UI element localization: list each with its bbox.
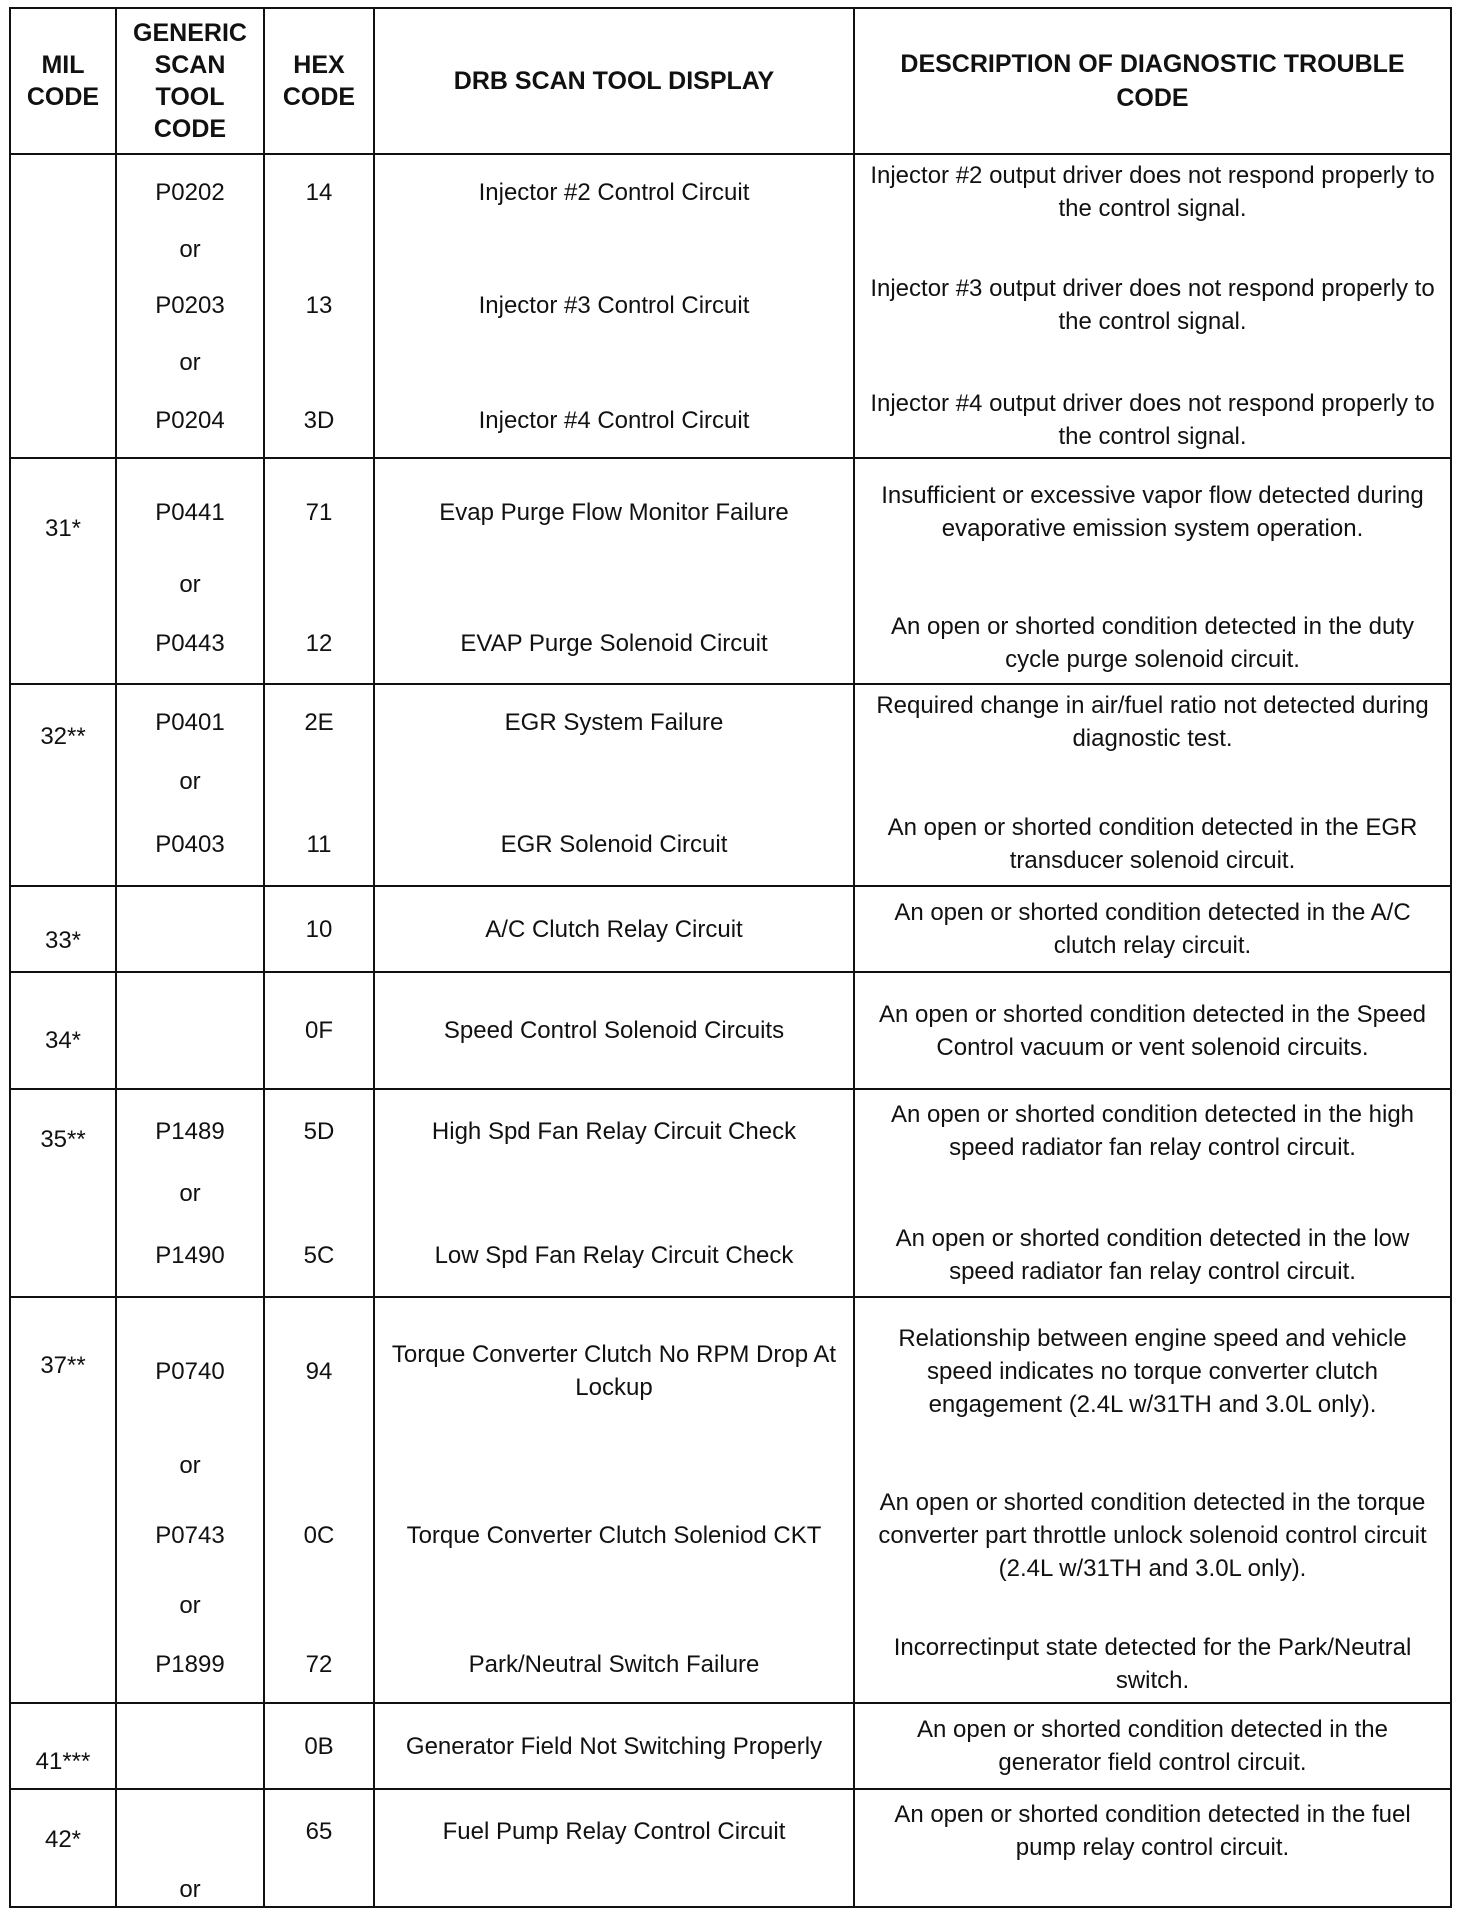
drb-display-text: EVAP Purge Solenoid Circuit xyxy=(460,629,768,657)
dtc-table xyxy=(9,7,1452,1908)
generic-code: P0204 xyxy=(155,406,225,434)
drb-display-text xyxy=(606,1444,622,1486)
drb-display-text: Speed Control Solenoid Circuits xyxy=(443,1017,785,1044)
description-text: An open or shorted condition detected in the duty cycle purge solenoid circuit. xyxy=(890,613,1415,673)
drb-display-text xyxy=(606,759,622,803)
mil-code-cell xyxy=(10,1789,116,1907)
generic-code-cell xyxy=(116,886,264,972)
description-cell xyxy=(854,1789,1451,1907)
description-text: Incorrectinput state detected for the Park/Neutral switch. xyxy=(893,1634,1412,1694)
mil-code-cell xyxy=(10,1089,116,1297)
hex-code: 65 xyxy=(305,1817,333,1845)
description-text: An open or shorted condition detected in the fuel pump relay control circuit. xyxy=(894,1801,1411,1861)
generic-code-cell xyxy=(116,154,264,458)
or-separator: or xyxy=(179,767,201,795)
mil-code xyxy=(11,155,115,173)
generic-code: P1899 xyxy=(155,1650,225,1678)
hex-code: 0B xyxy=(304,1732,334,1760)
cell-stack xyxy=(855,1704,1450,1788)
table-row xyxy=(10,972,1451,1089)
header-mil-code: MIL CODE xyxy=(10,8,116,154)
cell-stack xyxy=(855,887,1450,971)
description-text: Required change in air/fuel ratio not detected during diagnostic test. xyxy=(876,692,1429,752)
cell-stack xyxy=(375,887,853,971)
description-cell xyxy=(854,1297,1451,1703)
hex-code xyxy=(311,1584,327,1626)
cell-stack xyxy=(117,155,263,457)
mil-code: 34* xyxy=(44,1027,82,1054)
drb-display-text: Generator Field Not Switching Properly xyxy=(405,1732,823,1760)
description-text: An open or shorted condition detected in the high speed radiator fan relay control circuit. xyxy=(890,1101,1415,1161)
description-text xyxy=(1145,565,1161,603)
cell-stack xyxy=(265,155,373,457)
description-text: Injector #4 output driver does not respond properly to the control signal. xyxy=(870,390,1435,450)
cell-stack xyxy=(855,459,1450,683)
cell-stack xyxy=(265,887,373,971)
cell-stack xyxy=(375,973,853,1088)
description-cell xyxy=(854,154,1451,458)
cell-stack xyxy=(117,685,263,885)
mil-code: 31* xyxy=(44,515,82,542)
drb-display-cell xyxy=(374,458,854,684)
hex-code-cell xyxy=(264,684,374,886)
cell-stack xyxy=(375,1090,853,1296)
drb-display-text xyxy=(606,565,622,603)
description-cell xyxy=(854,684,1451,886)
description-text xyxy=(1145,1872,1161,1906)
description-text: Insufficient or excessive vapor flow detected during evaporative emission system operation. xyxy=(881,482,1424,542)
mil-code-cell xyxy=(10,1703,116,1789)
cell-stack xyxy=(117,973,263,1088)
or-separator: or xyxy=(179,348,201,376)
hex-code: 5C xyxy=(303,1241,335,1269)
drb-display-text: Injector #2 Control Circuit xyxy=(478,178,750,206)
drb-display-text: Fuel Pump Relay Control Circuit xyxy=(442,1817,786,1845)
drb-display-text: Park/Neutral Switch Failure xyxy=(468,1650,760,1678)
hex-code-cell xyxy=(264,972,374,1089)
generic-code: P1489 xyxy=(155,1117,225,1145)
cell-stack xyxy=(117,1704,263,1788)
generic-code-cell xyxy=(116,1703,264,1789)
or-separator: or xyxy=(179,1875,201,1903)
mil-code-cell xyxy=(10,458,116,684)
hex-code: 0C xyxy=(303,1521,335,1549)
generic-code-cell xyxy=(116,458,264,684)
generic-code-cell xyxy=(116,972,264,1089)
cell-stack xyxy=(117,1298,263,1702)
drb-display-cell xyxy=(374,1297,854,1703)
description-text: An open or shorted condition detected in the EGR transducer solenoid circuit. xyxy=(887,814,1418,874)
hex-code: 14 xyxy=(305,178,333,206)
table-row xyxy=(10,1089,1451,1297)
drb-display-cell xyxy=(374,972,854,1089)
hex-code-cell xyxy=(264,1297,374,1703)
drb-display-text: Torque Converter Clutch No RPM Drop At Lockup xyxy=(391,1341,837,1401)
table-row xyxy=(10,1297,1451,1703)
hex-code xyxy=(311,1444,327,1486)
description-text xyxy=(1145,341,1161,383)
drb-display-text: Injector #3 Control Circuit xyxy=(478,291,750,319)
cell-stack xyxy=(855,1298,1450,1702)
cell-stack xyxy=(375,1704,853,1788)
generic-code: P1490 xyxy=(155,1241,225,1269)
hex-code xyxy=(311,1872,327,1906)
description-cell xyxy=(854,972,1451,1089)
cell-stack xyxy=(265,1790,373,1906)
mil-code: 35** xyxy=(40,1126,86,1153)
generic-code xyxy=(182,973,198,1088)
table-row xyxy=(10,154,1451,458)
hex-code: 2E xyxy=(304,708,334,736)
table-row xyxy=(10,1789,1451,1907)
hex-code-cell xyxy=(264,458,374,684)
hex-code: 11 xyxy=(306,830,332,858)
cell-stack xyxy=(855,155,1450,457)
generic-code: P0743 xyxy=(155,1521,225,1549)
hex-code: 5D xyxy=(303,1117,335,1145)
header-drb-scan-tool-display: DRB SCAN TOOL DISPLAY xyxy=(374,8,854,154)
description-text xyxy=(1145,1172,1161,1214)
generic-code-cell xyxy=(116,1297,264,1703)
description-text: Injector #3 output driver does not respond properly to the control signal. xyxy=(870,275,1435,335)
cell-stack xyxy=(265,1298,373,1702)
hex-code-cell xyxy=(264,1789,374,1907)
mil-code: 37** xyxy=(40,1352,86,1379)
generic-code xyxy=(182,1704,198,1788)
drb-display-cell xyxy=(374,1703,854,1789)
mil-code: 32** xyxy=(40,723,86,750)
mil-code-cell xyxy=(10,684,116,886)
hex-code: 13 xyxy=(305,291,333,319)
hex-code xyxy=(311,565,327,603)
hex-code-cell xyxy=(264,154,374,458)
description-cell xyxy=(854,1703,1451,1789)
hex-code-cell xyxy=(264,886,374,972)
hex-code xyxy=(311,1172,327,1214)
description-text: Injector #2 output driver does not respond properly to the control signal. xyxy=(870,162,1435,222)
or-separator: or xyxy=(179,235,201,263)
description-text: An open or shorted condition detected in the generator field control circuit. xyxy=(917,1716,1388,1776)
drb-display-text: Evap Purge Flow Monitor Failure xyxy=(439,498,789,526)
description-text xyxy=(1145,1444,1161,1486)
description-text: An open or shorted condition detected in the torque converter part throttle unlock solenoid control circuit (2.4L w/31TH and 3.0L only). xyxy=(878,1488,1427,1582)
description-text: An open or shorted condition detected in the A/C clutch relay circuit. xyxy=(894,899,1411,959)
drb-display-text: Low Spd Fan Relay Circuit Check xyxy=(434,1241,794,1269)
hex-code: 72 xyxy=(305,1650,333,1678)
cell-stack xyxy=(375,1790,853,1906)
mil-code: 33* xyxy=(44,927,82,954)
drb-display-text xyxy=(606,1584,622,1626)
drb-display-text xyxy=(606,341,622,383)
header-hex-code: HEX CODE xyxy=(264,8,374,154)
cell-stack xyxy=(265,973,373,1088)
hex-code xyxy=(311,759,327,803)
cell-stack xyxy=(375,155,853,457)
drb-display-text: High Spd Fan Relay Circuit Check xyxy=(431,1117,797,1145)
generic-code: P0203 xyxy=(155,291,225,319)
drb-display-cell xyxy=(374,886,854,972)
cell-stack xyxy=(855,685,1450,885)
drb-display-text xyxy=(606,1872,622,1906)
or-separator: or xyxy=(179,1591,201,1619)
hex-code-cell xyxy=(264,1703,374,1789)
or-separator: or xyxy=(179,1179,201,1207)
drb-display-text: Injector #4 Control Circuit xyxy=(478,406,750,434)
drb-display-text: EGR Solenoid Circuit xyxy=(500,830,728,858)
mil-code: 42* xyxy=(44,1826,82,1853)
cell-stack xyxy=(855,1790,1450,1906)
cell-stack xyxy=(117,887,263,971)
drb-display-text xyxy=(606,229,622,269)
hex-code: 0F xyxy=(304,1017,333,1044)
cell-stack xyxy=(375,685,853,885)
hex-code: 3D xyxy=(303,406,335,434)
cell-stack xyxy=(265,1704,373,1788)
generic-code xyxy=(182,887,198,971)
drb-display-text: Torque Converter Clutch Soleniod CKT xyxy=(406,1521,822,1549)
description-text xyxy=(1145,759,1161,803)
header-row xyxy=(10,8,1451,154)
description-cell xyxy=(854,458,1451,684)
table-row xyxy=(10,1703,1451,1789)
mil-code-cell xyxy=(10,1297,116,1703)
generic-code-cell xyxy=(116,1789,264,1907)
table-row xyxy=(10,458,1451,684)
cell-stack xyxy=(855,1090,1450,1296)
hex-code: 12 xyxy=(305,629,333,657)
hex-code xyxy=(311,341,327,383)
description-text: Relationship between engine speed and vehicle speed indicates no torque converter clutch engagement (2.4L w/31TH and 3.0L only). xyxy=(898,1324,1407,1418)
cell-stack xyxy=(117,459,263,683)
description-cell xyxy=(854,886,1451,972)
drb-display-cell xyxy=(374,1089,854,1297)
generic-code: P0441 xyxy=(155,498,225,526)
description-text: An open or shorted condition detected in the low speed radiator fan relay control circuit. xyxy=(895,1225,1410,1285)
cell-stack xyxy=(855,973,1450,1088)
mil-code-cell xyxy=(10,972,116,1089)
cell-stack xyxy=(117,1090,263,1296)
cell-stack xyxy=(375,1298,853,1702)
header-description: DESCRIPTION OF DIAGNOSTIC TROUBLE CODE xyxy=(854,8,1451,154)
hex-code-cell xyxy=(264,1089,374,1297)
cell-stack xyxy=(375,459,853,683)
table-row xyxy=(10,684,1451,886)
description-text xyxy=(1145,1584,1161,1626)
cell-stack xyxy=(265,685,373,885)
hex-code: 10 xyxy=(305,915,333,943)
generic-code: P0403 xyxy=(155,830,225,858)
drb-display-text: A/C Clutch Relay Circuit xyxy=(485,915,743,943)
generic-code: P0740 xyxy=(155,1357,225,1385)
cell-stack xyxy=(265,1090,373,1296)
or-separator: or xyxy=(179,570,201,598)
cell-stack xyxy=(117,1790,263,1906)
generic-code-cell xyxy=(116,684,264,886)
hex-code: 94 xyxy=(305,1357,333,1385)
table-row xyxy=(10,886,1451,972)
description-text xyxy=(1145,229,1161,269)
drb-display-text xyxy=(606,1172,622,1214)
mil-code: 41*** xyxy=(35,1748,91,1775)
generic-code: P0443 xyxy=(155,629,225,657)
drb-display-cell xyxy=(374,1789,854,1907)
hex-code xyxy=(311,229,327,269)
or-separator: or xyxy=(179,1451,201,1479)
drb-display-cell xyxy=(374,154,854,458)
mil-code-cell xyxy=(10,886,116,972)
hex-code: 71 xyxy=(305,498,333,526)
description-text: An open or shorted condition detected in the Speed Control vacuum or vent solenoid circuits. xyxy=(878,1000,1427,1061)
generic-code-cell xyxy=(116,1089,264,1297)
drb-display-text: EGR System Failure xyxy=(504,708,724,736)
drb-display-cell xyxy=(374,684,854,886)
generic-code: P0401 xyxy=(155,708,225,736)
cell-stack xyxy=(265,459,373,683)
generic-code: P0202 xyxy=(155,178,225,206)
description-cell xyxy=(854,1089,1451,1297)
mil-code-cell xyxy=(10,154,116,458)
generic-code xyxy=(182,1790,198,1872)
header-generic-scan-tool-code: GENERIC SCAN TOOL CODE xyxy=(116,8,264,154)
